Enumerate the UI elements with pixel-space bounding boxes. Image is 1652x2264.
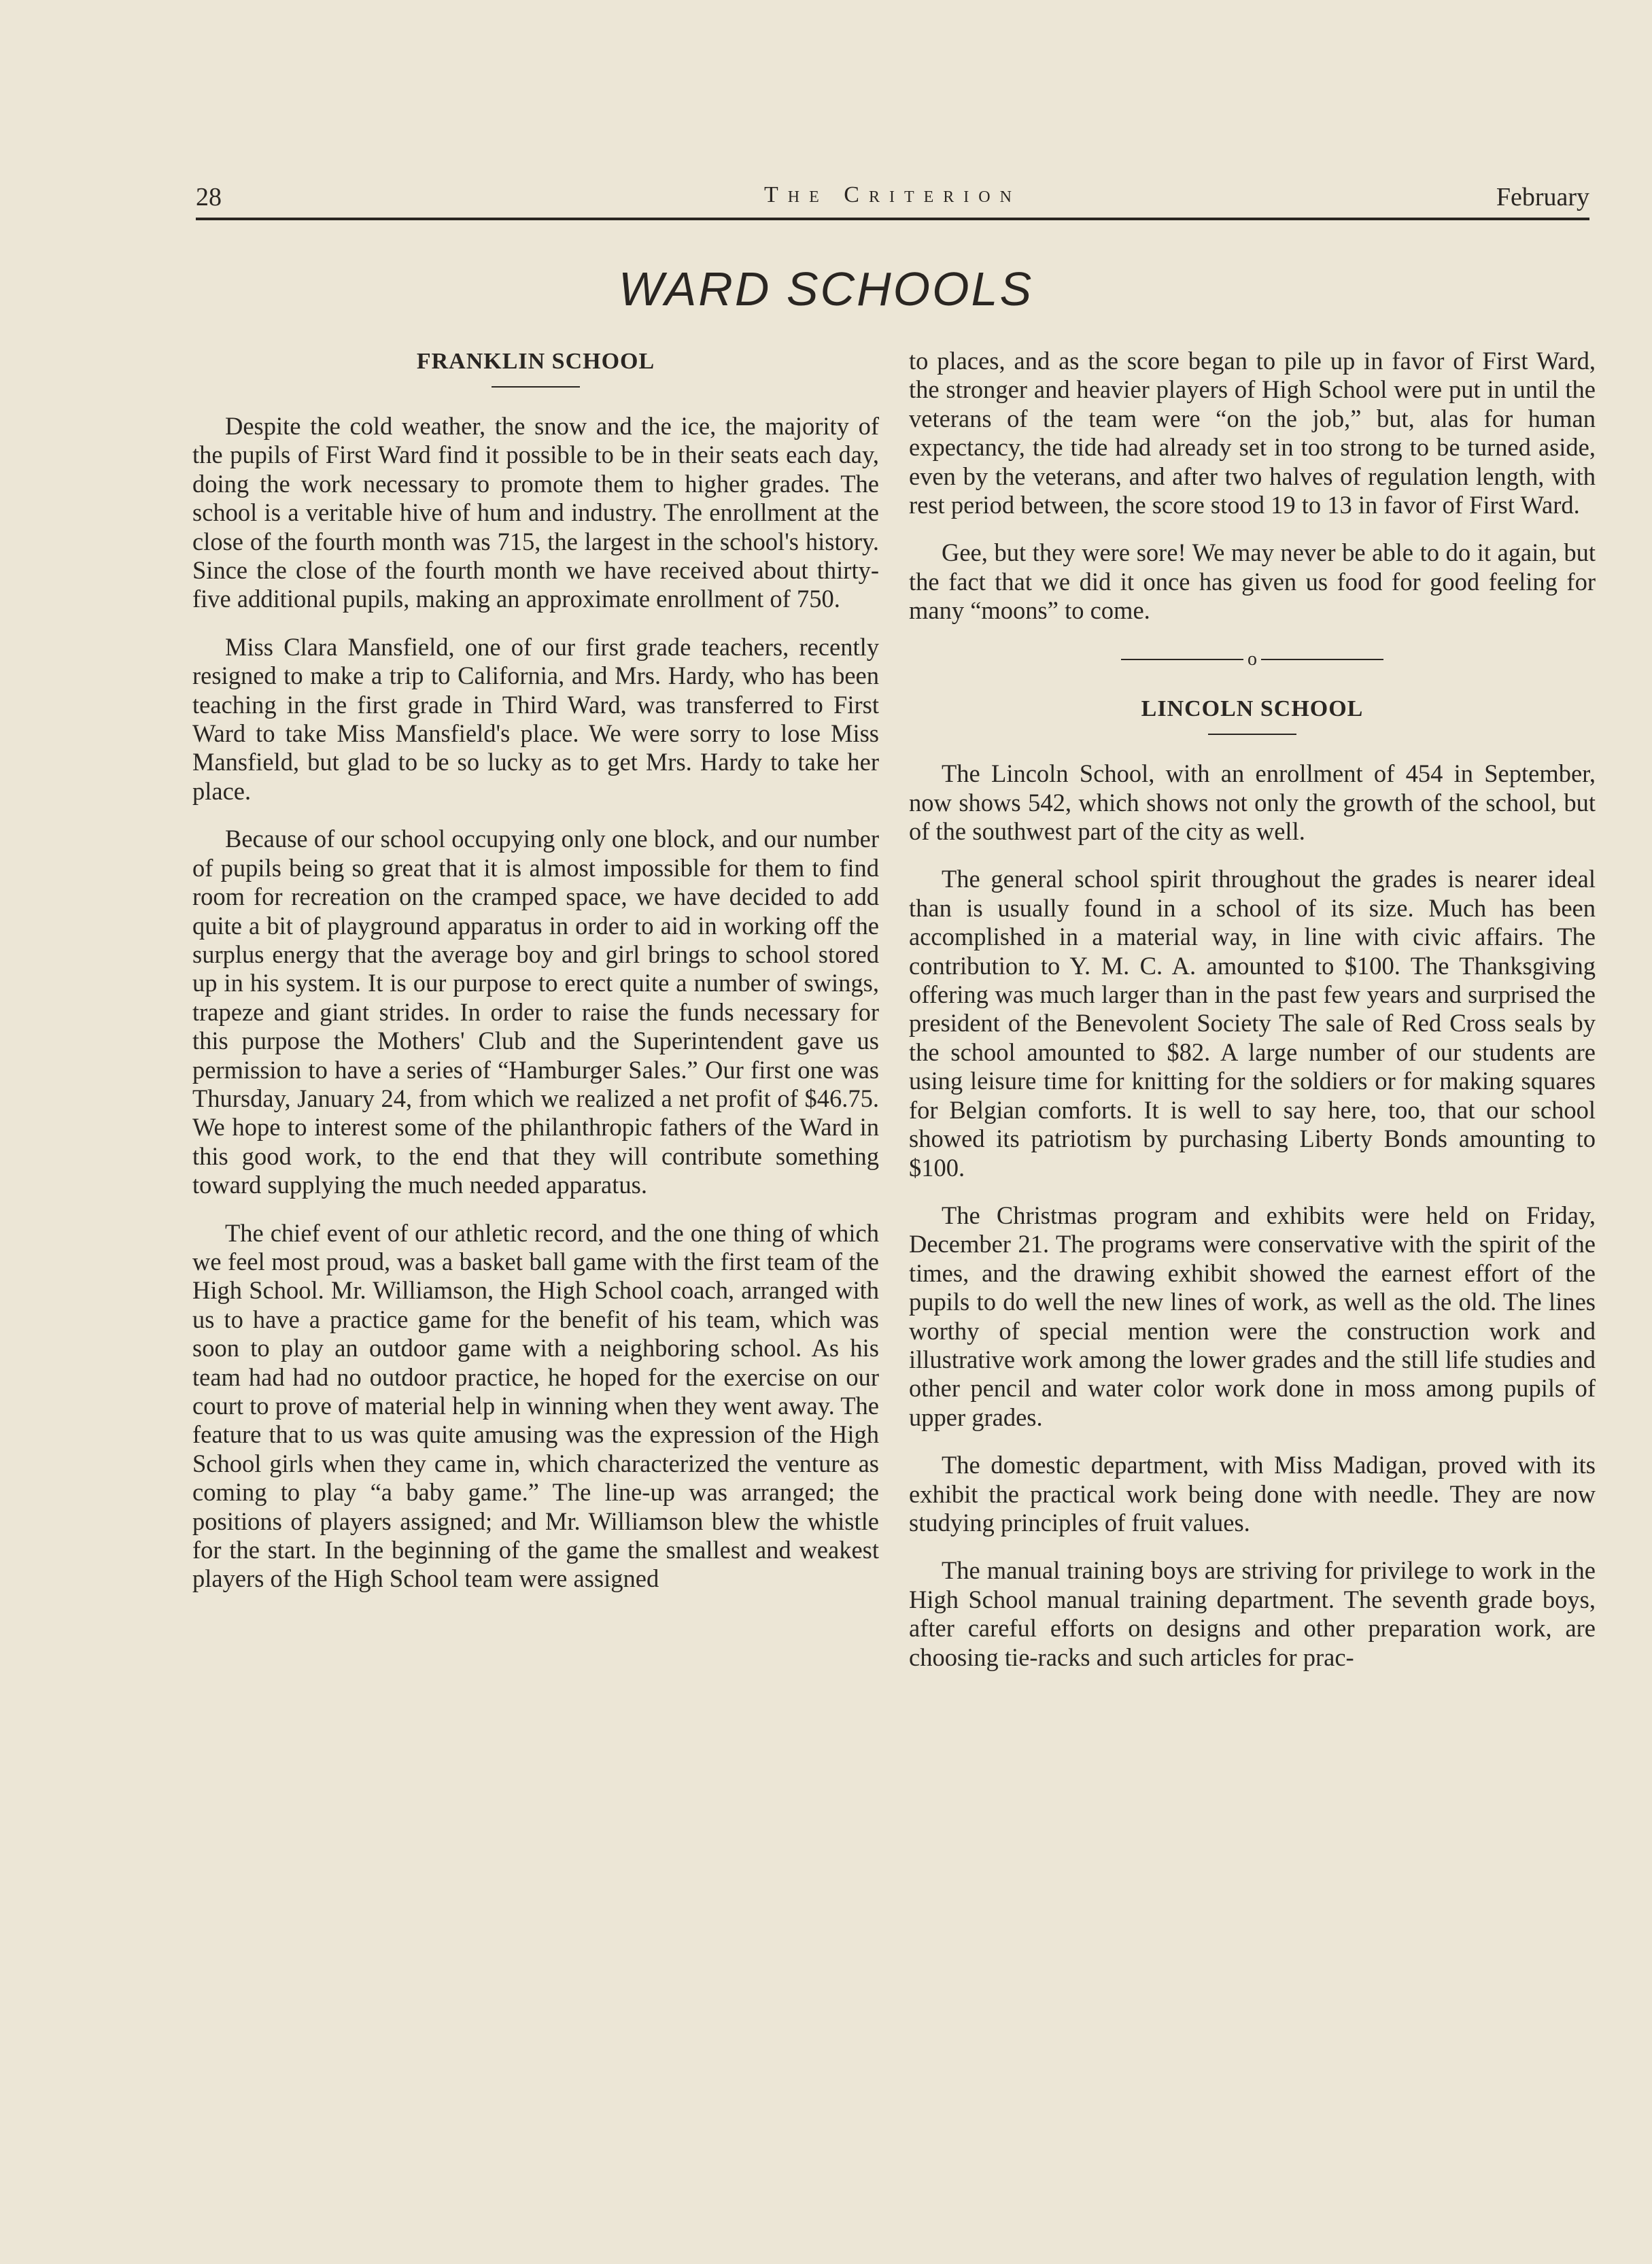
heading-rule bbox=[492, 386, 580, 388]
running-head bbox=[196, 182, 1589, 216]
issue-month: February bbox=[1496, 183, 1589, 211]
heading-rule bbox=[1208, 734, 1296, 735]
journal-title bbox=[196, 182, 1589, 208]
article-paragraph: The domestic department, with Miss Madigan, proved with its exhibit the practical work being done with needle. They are now studying principles of fruit values. bbox=[909, 1451, 1596, 1537]
section-divider bbox=[909, 645, 1596, 674]
article-paragraph: Miss Clara Mansfield, one of our first grade teachers, recently resigned to make a trip to California, and Mrs. Hardy, who has been teaching in the first grade in Third Ward, was transferred to First Ward to take Miss Mansfield's place. We were sorry to lose Miss Mansfield, but glad to be so lucky as to get Mrs. Hardy to take her place. bbox=[192, 632, 879, 805]
article-paragraph: The Lincoln School, with an enrollment of 454 in September, now shows 542, which shows not only the growth of the school, but of the southwest part of the city as well. bbox=[909, 759, 1596, 846]
article-paragraph-continued: to places, and as the score began to pile up in favor of First Ward, the stronger and heavier players of High School were put in until the veterans of the team were “on the job,” but, alas for human expectancy, the tide had already set in too strong to be turned aside, even by the veterans, and after two halves of regulation length, with rest period between, the score stood 19 to 13 in favor of First Ward. bbox=[909, 347, 1596, 519]
section-title: WARD SCHOOLS bbox=[618, 262, 1034, 315]
right-column bbox=[909, 347, 1596, 1691]
article-paragraph: Gee, but they were sore! We may never be able to do it again, but the fact that we did it once has given us food for good feeling for many “moons” to come. bbox=[909, 538, 1596, 625]
article-paragraph: Because of our school occupying only one block, and our number of pupils being so great that it is almost impossible for them to find room for recreation on the cramped space, we have decided to add quite a bit of playground apparatus in order to aid in working off the surplus energy that the average boy and girl brings to school stored up in his system. It is our purpose to erect quite a number of swings, trapeze and giant strides. In order to raise the funds necessary for this purpose the Mothers' Club and the Superintendent gave us permission to have a series of “Hamburger Sales.” Our first one was Thursday, January 24, from which we realized a net profit of $46.75. We hope to interest some of the philanthropic fathers of the Ward in this good work, to the end that they will contribute something toward supplying the much needed apparatus. bbox=[192, 825, 879, 1199]
journal-title-text: The Criterion bbox=[764, 182, 1021, 207]
page-number: 28 bbox=[196, 183, 222, 211]
franklin-school-heading: FRANKLIN SCHOOL bbox=[416, 349, 655, 374]
left-column bbox=[192, 347, 879, 1613]
header-rule bbox=[196, 218, 1589, 220]
divider-ornament: o bbox=[1247, 649, 1257, 670]
article-paragraph: The general school spirit throughout the grades is nearer ideal than is usually found in a school of its size. Much has been accomplished in a material way, in line with civic affairs. The contribution to Y. M. C. A. amounted to $100. The Thanksgiving offering was much larger than in the past few years and surprised the president of the Benevolent Society The sale of Red Cross seals by the school amounted to $82. A large number of our students are using leisure time for knitting for the soldiers or for making squares for Belgian comforts. It is well to say here, too, that our school showed its patriotism by purchasing Liberty Bonds amounting to $100. bbox=[909, 865, 1596, 1182]
divider-line bbox=[1261, 659, 1383, 660]
article-paragraph: The Christmas program and exhibits were held on Friday, December 21. The programs were conservative with the spirit of the times, and the drawing exhibit showed the earnest effort of the pupils to do well the new lines of work, as well as the old. The lines worthy of special mention were the construction work and illustrative work among the lower grades and the still life studies and other pencil and water color work done in moss among pupils of upper grades. bbox=[909, 1201, 1596, 1431]
article-paragraph: The manual training boys are striving for privilege to work in the High School manual training department. The seventh grade boys, after careful efforts on designs and other preparation work, are choosing tie-racks and such articles for prac- bbox=[909, 1556, 1596, 1671]
divider-line bbox=[1121, 659, 1243, 660]
article-paragraph: The chief event of our athletic record, and the one thing of which we feel most proud, was a basket ball game with the first team of the High School. Mr. Williamson, the High School coach, arranged with us to have a practice game for the benefit of his team, which was soon to play an outdoor game with a neighboring school. As his team had had no outdoor practice, he hoped for the exercise on our court to prove of material help in winning when they went away. The feature that to us was quite amusing was the expression of the High School girls when they came in, which characterized the venture as coming to play “a baby game.” The line-up was arranged; the positions of players assigned; and Mr. Williamson blew the whistle for the start. In the beginning of the game the smallest and weakest players of the High School team were assigned bbox=[192, 1218, 879, 1593]
lincoln-school-heading: LINCOLN SCHOOL bbox=[1141, 696, 1364, 722]
article-paragraph: Despite the cold weather, the snow and the ice, the majority of the pupils of First Ward find it possible to be in their seats each day, doing the work necessary to promote them to higher grades. The school is a veritable hive of hum and industry. The enrollment at the close of the fourth month was 715, the largest in the school's history. Since the close of the fourth month we have received about thirty-five additional pupils, making an approximate enrollment of 750. bbox=[192, 412, 879, 613]
